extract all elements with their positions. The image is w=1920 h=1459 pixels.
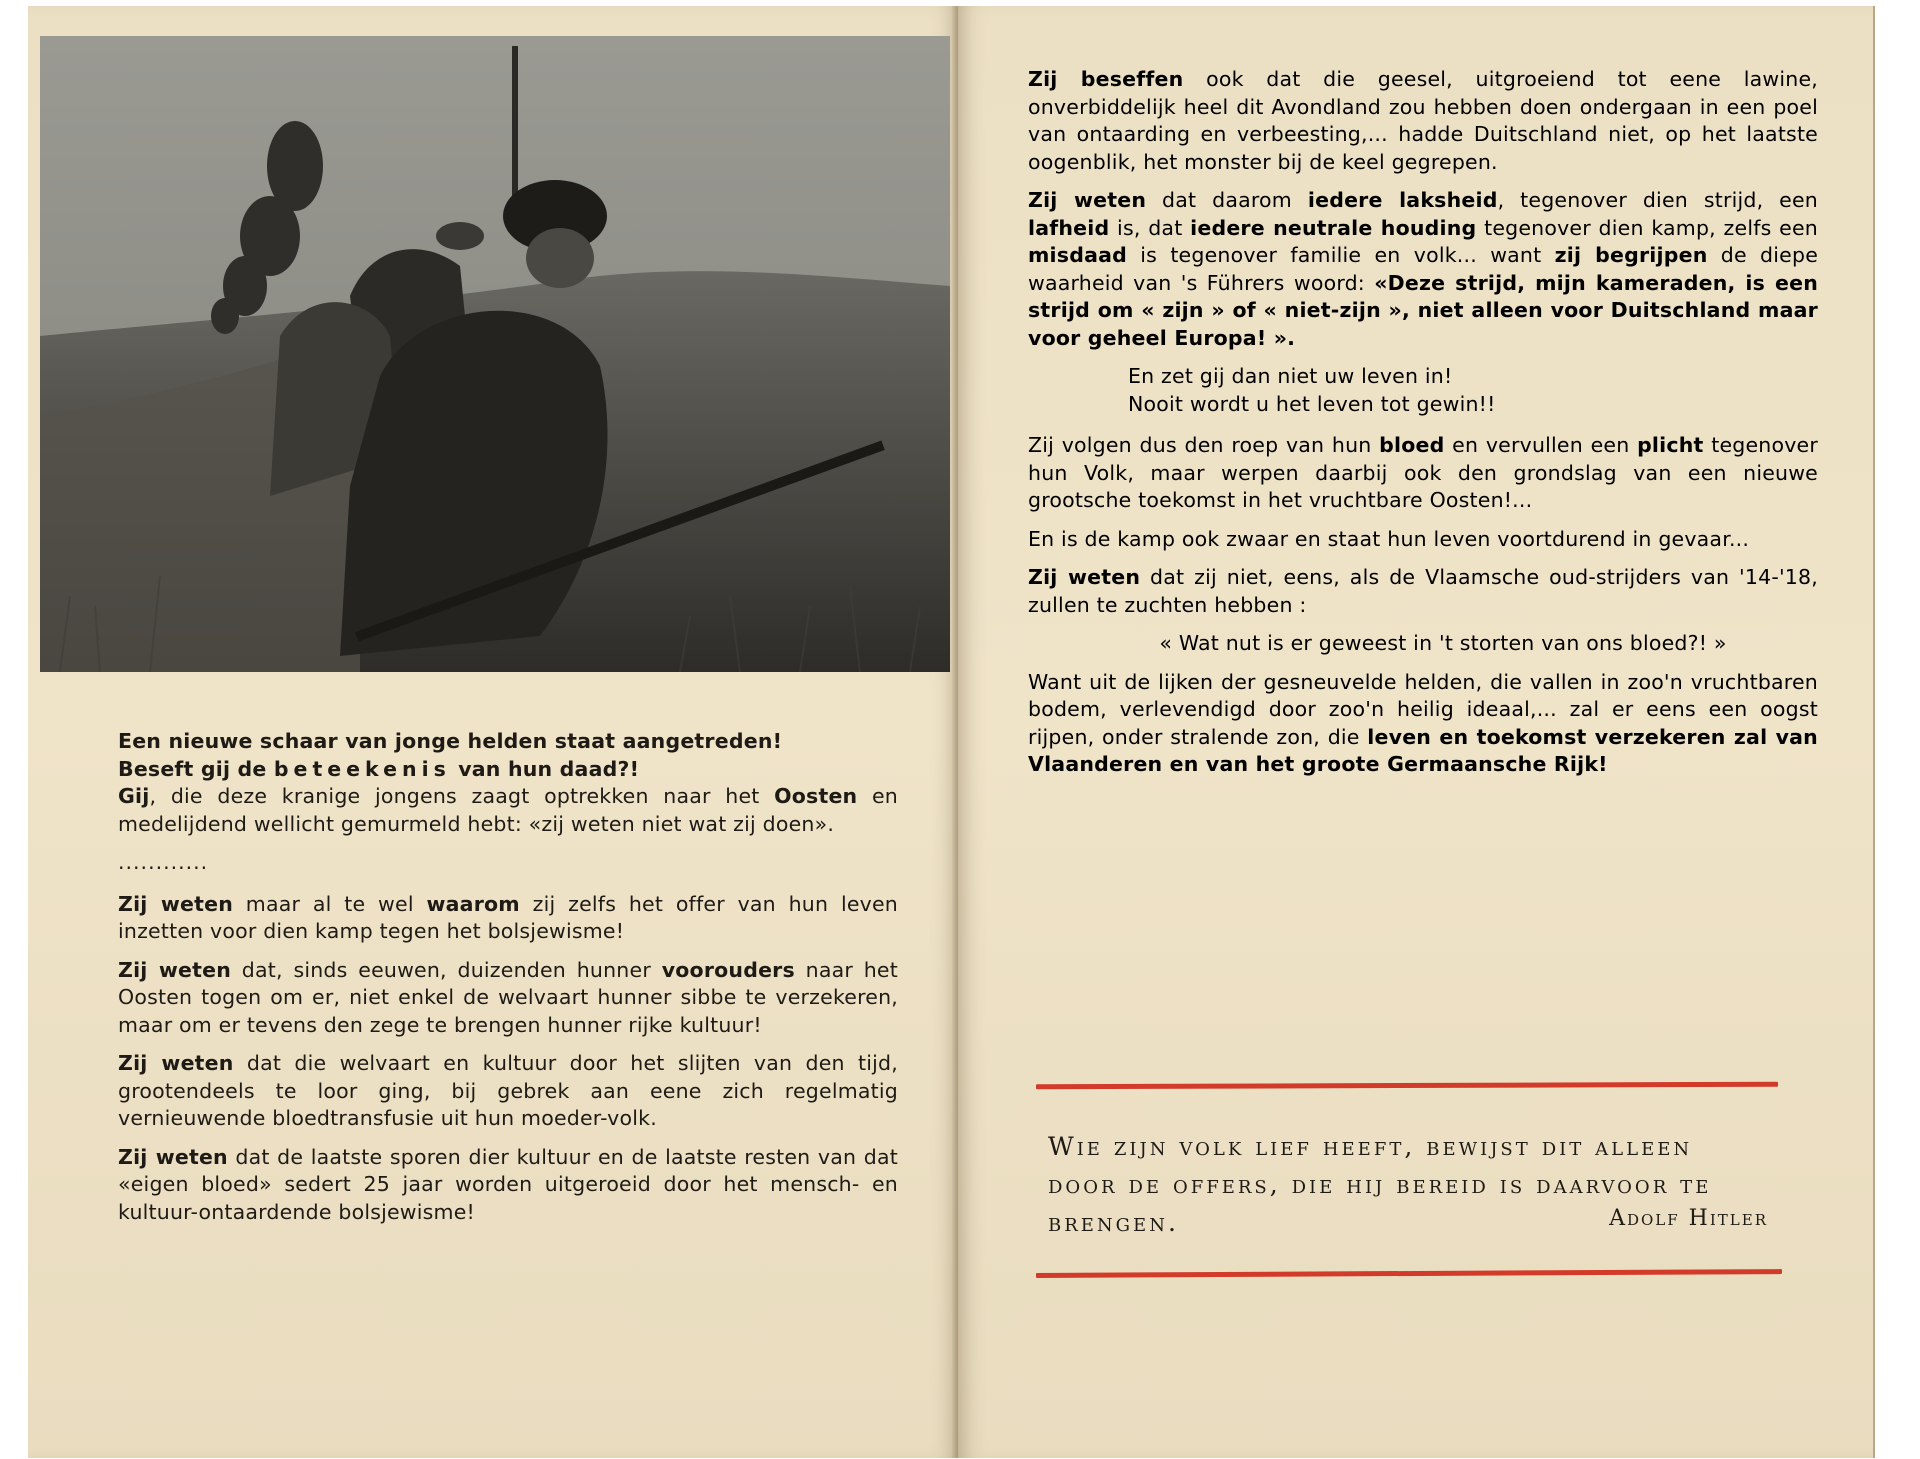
r-p5-bold: Zij weten	[1028, 565, 1141, 589]
p2-bold-2: waarom	[426, 891, 520, 916]
hitler-motto: Wie zijn volk lief heeft, bewijst dit alleen door de offers, die hij bereid is daarvoor te brengen.	[1048, 1132, 1712, 1237]
soldiers-in-field-photo	[40, 36, 950, 672]
p3-bold: Zij weten	[118, 957, 232, 982]
p1-bold-2: Oosten	[774, 784, 858, 808]
paragraph-2	[118, 891, 898, 946]
intro-line-1: Een nieuwe schaar van jonge helden staat aangetreden!	[118, 729, 783, 753]
paragraph-4	[118, 1050, 898, 1133]
paragraph-5	[118, 1144, 898, 1227]
intro-line-2b: beteekenis	[273, 756, 451, 781]
r-paragraph-5	[1028, 564, 1818, 619]
r-p2-text-f: is, dat	[1109, 215, 1191, 240]
open-booklet	[28, 6, 1898, 1458]
intro	[118, 728, 898, 783]
left-page-text	[118, 728, 898, 1237]
r-paragraph-2	[1028, 187, 1818, 352]
r-p2-text-d: , tegenover dien strijd, een	[1497, 188, 1818, 212]
left-page	[28, 6, 958, 1458]
r-paragraph-3	[1028, 432, 1818, 515]
r-p1-text: ook dat die geesel, uitgroeiend tot eene lawine, onverbiddelijk heel dit Avondland zou hebben doen ondergaan in een poel van ontaarding en verbeesting,... hadde Duitschland niet, op het laatste oogenblik, het monster bij de keel gegrepen.	[1028, 67, 1818, 174]
r-p2-bold-g: iedere neutrale houding	[1190, 215, 1477, 240]
r-p2-bold-e: lafheid	[1028, 215, 1110, 240]
p3-text-2: naar het Oosten togen om er, niet enkel de welvaart hunner sibbe te verzekeren, maar om er tevens den zege te brengen hunner rijke kultuur!	[118, 957, 898, 1037]
soldiers-photo	[40, 36, 950, 672]
r-p2-bold-k: zij begrijpen	[1554, 243, 1708, 267]
p1-text-2: en medelijdend wellicht gemurmeld hebt: «zij weten niet wat zij doen».	[118, 784, 898, 836]
r-p2-bold-c: iedere laksheid	[1307, 188, 1498, 212]
right-page-text	[1028, 66, 1818, 790]
r-p3-bold-b: bloed	[1379, 433, 1445, 457]
r-p2-bold-a: Zij weten	[1028, 188, 1147, 212]
p3-text: dat, sinds eeuwen, duizenden hunner	[231, 957, 662, 982]
r-p1-bold: Zij beseffen	[1028, 67, 1184, 91]
p2-bold: Zij weten	[118, 891, 234, 916]
r-paragraph-4: En is de kamp ook zwaar en staat hun leven voortdurend in gevaar...	[1028, 526, 1750, 551]
p5-bold: Zij weten	[118, 1144, 228, 1169]
r-p3-text-c: en vervullen een	[1444, 433, 1638, 457]
p3-bold-2: voorouders	[661, 957, 795, 982]
r-p2-text-l: de diepe waarheid van 's Führers woord:	[1028, 243, 1819, 295]
paragraph-3	[118, 957, 898, 1040]
r-p2-bold-m: «Deze strijd, mijn kameraden, is een strijd om « zijn » of « niet-zijn », niet alleen voor Duitschland maar voor geheel Europa! ».	[1028, 270, 1818, 350]
r-p6-bold: leven en toekomst verzekeren zal van Vlaanderen en van het groote Germaansche Rijk!	[1028, 724, 1818, 776]
p2-text: maar al te wel	[233, 891, 427, 916]
intro-line-2a: Beseft gij de	[118, 756, 274, 781]
signature: Adolf Hitler	[1609, 1206, 1768, 1231]
r-p2-text-j: is tegenover familie en volk... want	[1127, 243, 1555, 267]
p4-text: dat die welvaart en kultuur door het slijten van den tijd, grootendeels te loor ging, bij gebrek aan eene zich regelmatig vernieuwende bloedtransfusie uit hun moeder-volk.	[118, 1051, 898, 1130]
p2-text-2: zij zelfs het offer van hun leven inzetten voor dien kamp tegen het bolsjewisme!	[118, 891, 898, 943]
ellipsis-dots: ............	[118, 850, 209, 874]
quote: « Wat nut is er geweest in 't storten van ons bloed?! »	[1159, 631, 1727, 655]
r-p3-text-e: tegenover hun Volk, maar werpen daarbij ook den grondslag van een nieuwe grootsche toekomst in het vruchtbare Oosten!...	[1028, 433, 1818, 512]
verse-line-1: En zet gij dan niet uw leven in!	[1128, 364, 1453, 388]
r-paragraph-1	[1028, 66, 1818, 176]
r-paragraph-6	[1028, 669, 1818, 779]
r-p6-text: Want uit de lijken der gesneuvelde helden, die vallen in zoo'n vruchtbaren bodem, verlevendigd door zoo'n heilig ideaal,... zal er eens een oogst rijpen, onder stralende zon, die	[1028, 669, 1818, 749]
r-p2-text-h: tegenover dien kamp, zelfs een	[1476, 215, 1819, 240]
verse-line-2: Nooit wordt u het leven tot gewin!!	[1128, 391, 1496, 416]
p4-bold: Zij weten	[118, 1051, 234, 1075]
r-p5-text: dat zij niet, eens, als de Vlaamsche oud-strijders van '14-'18, zullen te zuchten hebben :	[1028, 565, 1818, 617]
r-p3-bold-d: plicht	[1637, 433, 1704, 457]
r-p2-bold-i: misdaad	[1028, 243, 1128, 267]
r-p3-text-a: Zij volgen dus den roep van hun	[1028, 433, 1380, 457]
p1-bold: Gij	[118, 784, 150, 808]
r-p2-text-b: dat daarom	[1146, 188, 1308, 212]
p1-text: , die deze kranige jongens zaagt optrekken naar het	[149, 784, 775, 808]
p5-text: dat de laatste sporen dier kultuur en de laatste resten van dat «eigen bloed» sedert 25 jaar worden uitgeroeid door het mensch- en kultuur-ontaardende bolsjewisme!	[118, 1144, 898, 1224]
intro-line-2c: van hun daad?!	[450, 756, 640, 781]
paragraph-1	[118, 783, 898, 838]
verse	[1028, 363, 1818, 418]
